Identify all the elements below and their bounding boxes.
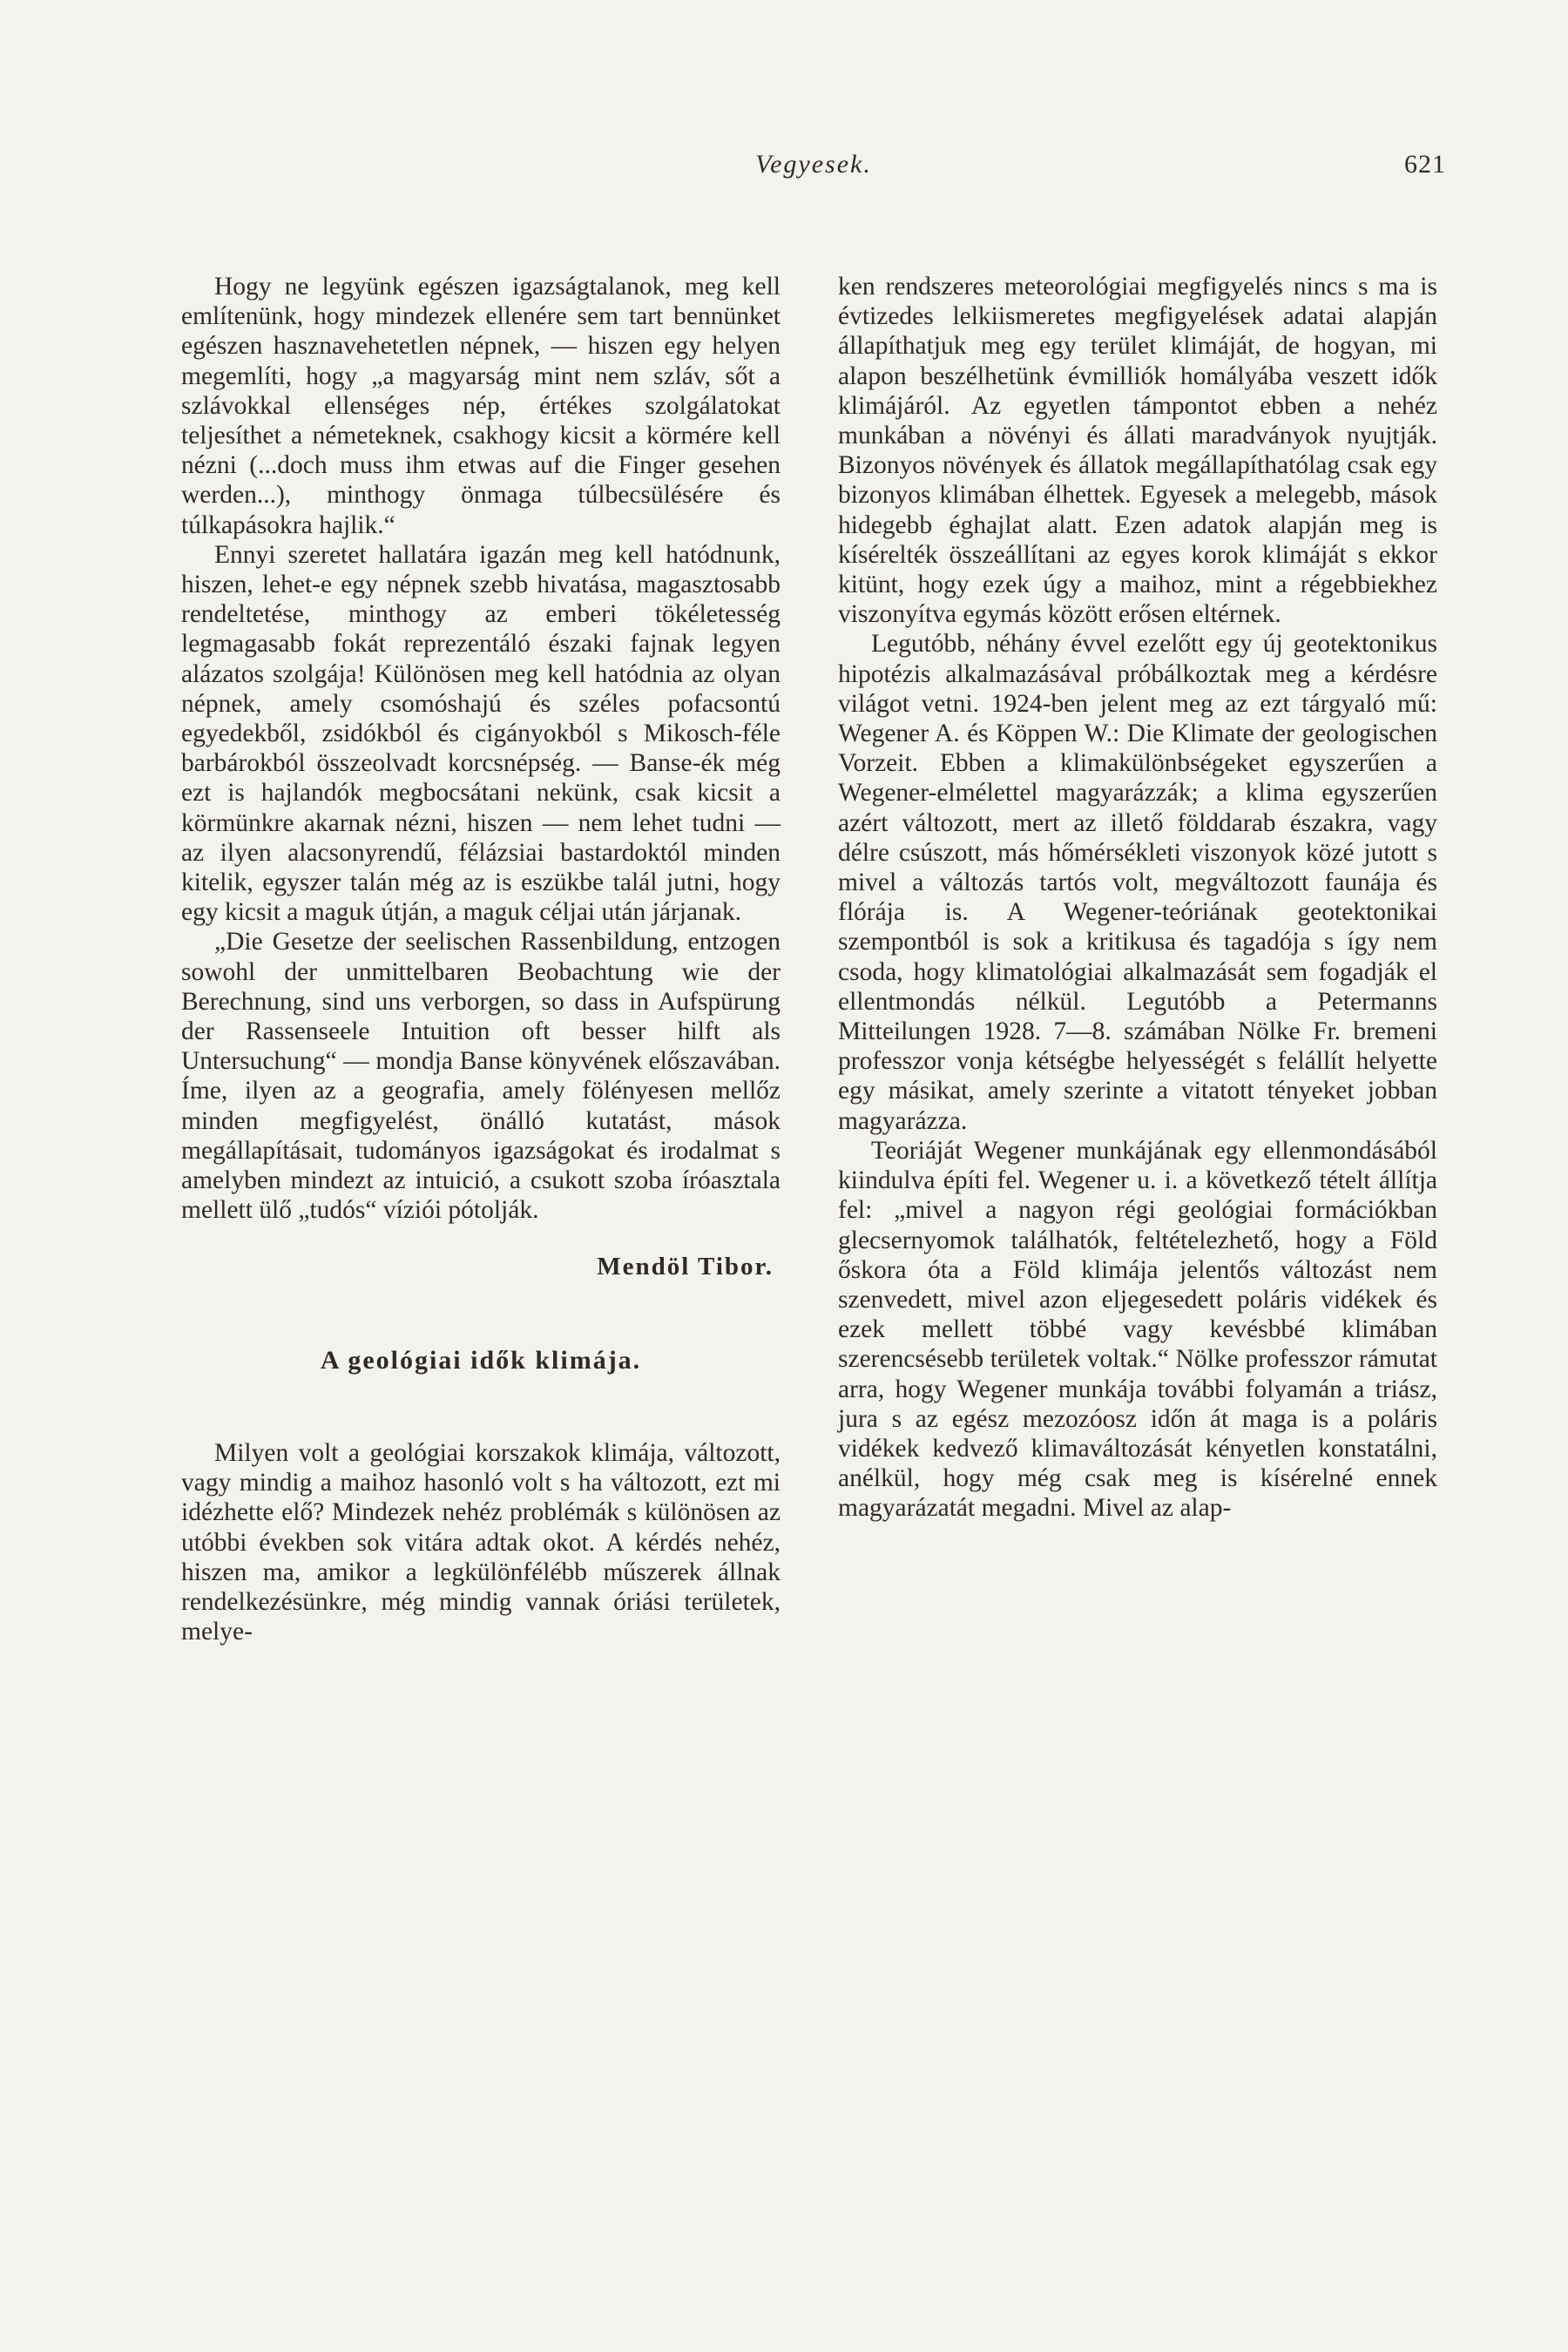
page-number: 621 — [1404, 150, 1446, 179]
page-header — [181, 150, 1446, 185]
paragraph: Milyen volt a geológiai korszakok klimája, változott, vagy mindig a maihoz hasonló volt s ha változott, ezt mi idézhette elő? Mindezek nehéz problémák s különösen az utóbbi években sok vitára adtak okot. A kérdés nehéz, hiszen ma, amikor a legkülönfélébb műszerek állnak rendelkezésünkre, még mindig vannak óriási területek, melye- — [181, 1438, 781, 1646]
paragraph: Hogy ne legyünk egészen igazságtalanok, meg kell említenünk, hogy mindezek ellenére sem tart bennünket egészen hasznavehetetlen népnek, — hiszen egy helyen megemlíti, hogy „a magyarság mint nem szláv, sőt a szlávokkal ellenséges nép, értékes szolgálatokat teljesíthet a németeknek, csakhogy kicsit a körmére kell nézni (...doch muss ihm etwas auf die Finger gesehen werden...), minthogy önmaga túlbecsülésére és túlkapásokra hajlik.“ — [181, 273, 781, 539]
author-signature: Mendöl Tibor. — [597, 1252, 774, 1281]
paragraph: ken rendszeres meteorológiai megfigyelés nincs s ma is évtizedes lelkiismeretes megfigyelések adatai alapján állapíthatjuk meg egy terület klimáját, de hogyan, mi alapon beszélhetünk évmilliók homályába veszett idők klimájáról. Az egyetlen támpontot ebben a nehéz munkában a növényi és állati maradványok nyujtják. Bizonyos növények és állatok megállapíthatólag csak egy bizonyos klimában élhettek. Egyesek a melegebb, mások hidegebb éghajlat alatt. Ezen adatok alapján meg is kísérelték összeállítani az egyes korok klimáját s ekkor kitünt, hogy ezek úgy a maihoz, mint a régebbiekhez viszonyítva egymás között erősen eltérnek. — [838, 273, 1437, 629]
paragraph: Teoriáját Wegener munkájának egy ellenmondásából kiindulva építi fel. Wegener u. i. a következő tételt állítja fel: „mivel a nagyon régi geológiai formációkban glecsernyomok találhatók, feltételezhető, hogy a Föld őskora óta a Föld klimája jelentős változást nem szenvedett, mivel azon eljegesedett poláris vidékek és ezek mellett többé vagy kevésbbé klimában szerencsésebb területek voltak.“ Nölke professzor rámutat arra, hogy Wegener munkája további folyamán a triász, jura s az egész mezozóosz időn át maga is a poláris vidékek kedvező klimaváltozását kényetlen konstatálni, anélkül, hogy még csak meg is kísérelné ennek magyarázatát megadni. Mivel az alap- — [838, 1136, 1437, 1523]
section-title: A geológiai idők klimája. — [320, 1345, 642, 1375]
paragraph: Legutóbb, néhány évvel ezelőtt egy új geotektonikus hipotézis alkalmazásával próbálkoztak meg a kérdésre világot vetni. 1924-ben jelent meg az ezt tárgyaló mű: Wegener A. és Köppen W.: Die Klimate der geologischen Vorzeit. Ebben a klimakülönbségeket egyszerűen a Wegener-elmélettel magyarázzák; a klima egyszerűen azért változott, mert az illető földdarab északra, vagy délre csúszott, más hőmérsékleti viszonyok közé jutott s mivel a változás tartós volt, megváltozott faunája és flórája is. A Wegener-teóriának geotektonikai szempontból is sok a kritikusa és tagadója s így nem csoda, hogy klimatológiai alkalmazását sem fogadják el ellentmondás nélkül. Legutóbb a Petermanns Mitteilungen 1928. 7—8. számában Nölke Fr. bremeni professzor vonja kétségbe helyességét s felállít helyette egy másikat, amely szerinte a vitatott tényeket jobban magyarázza. — [838, 630, 1437, 1135]
paragraph: „Die Gesetze der seelischen Rassenbildung, entzogen sowohl der unmittelbaren Beobachtung wie der Berechnung, sind uns verborgen, so dass in Aufspürung der Rassenseele Intuition oft besser hilft als Untersuchung“ — mondja Banse könyvének előszavában. Íme, ilyen az a geografia, amely fölényesen mellőz minden megfigyelést, önálló kutatást, mások megállapításait, tudományos igazságokat és irodalmat s amelyben mindezt az intuició, a csukott szoba íróasztala mellett ülő „tudós“ víziói pótolják. — [181, 928, 781, 1225]
right-column — [838, 272, 1437, 1524]
paragraph: Ennyi szeretet hallatára igazán meg kell hatódnunk, hiszen, lehet-e egy népnek szebb hivatása, magasztosabb rendeltetése, minthogy az emberi tökéletesség legmagasabb fokát reprezentáló északi fajnak legyen alázatos szolgája! Különösen meg kell hatódnia az olyan népnek, amely csomóshajú és széles pofacsontú egyedekből, zsidókból és cigányokból s Mikosch-féle barbárokból összeolvadt korcsnépség. — Banse-ék még ezt is hajlandók megbocsátani nekünk, csak kicsit a körmünkre akarnak nézni, hiszen — nem lehet tudni — az ilyen alacsonyrendű, félázsiai bastardoktól minden kitelik, egyszer talán még az is eszükbe talál jutni, hogy egy kicsit a maguk útján, a maguk céljai után járjanak. — [181, 540, 781, 927]
running-title: Vegyesek. — [755, 150, 872, 179]
left-column — [181, 272, 781, 1646]
